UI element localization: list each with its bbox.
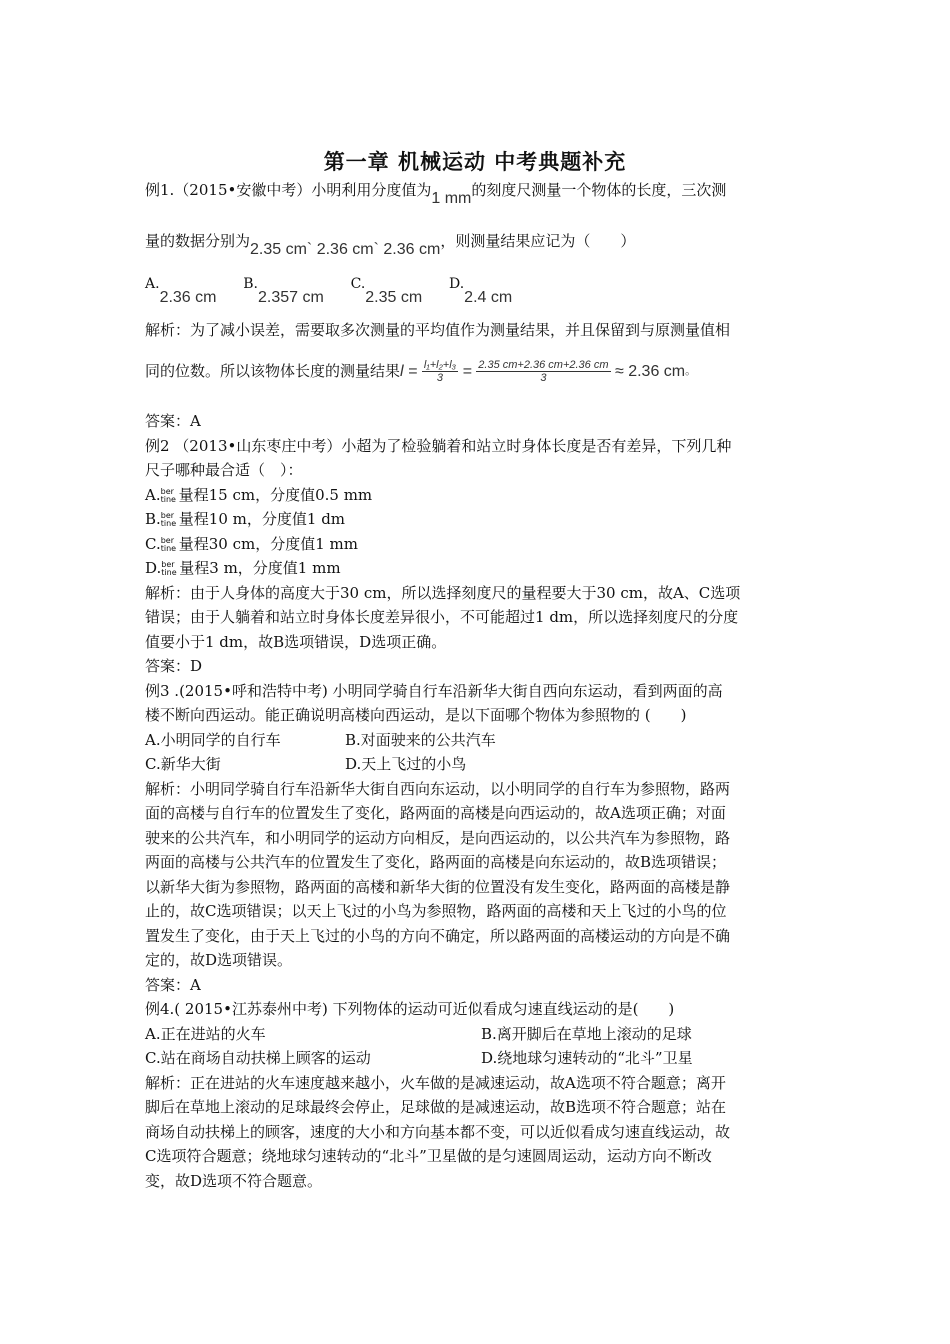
ex1-option-c: C.2.35 cm — [350, 275, 423, 306]
ex4-analysis-line: 变，故D选项不符合题意。 — [145, 1171, 323, 1190]
ex4-option-a: A.正在进站的火车 — [145, 1024, 266, 1043]
ex3-option-a: A.小明同学的自行车 — [145, 730, 281, 749]
ex1-question-line-2 — [145, 229, 807, 258]
ex3-analysis-line: 置发生了变化，由于天上飞过的小鸟的方向不确定，所以路两面的高楼运动的方向是不确 — [145, 926, 731, 945]
ex3-option-c: C.新华大街 — [145, 755, 221, 773]
document-body — [145, 178, 807, 1193]
ex4-question-line-1: 例4.( 2015•江苏泰州中考) 下列物体的运动可近似看成匀速直线运动的是( ) — [145, 1000, 675, 1018]
ex3-analysis-line: 止的，故C选项错误；以天上飞过的小鸟为参照物，路两面的高楼和天上飞过的小鸟的位 — [145, 902, 727, 920]
ex1-math-1mm: 1 mm — [431, 190, 472, 207]
ex1-equation: l = $\frac{\text{l₁+l₂+l₃}}{3}$ = $\frac{2.35 cm+2.36 cm+2.36 cm}{3}$ ≈ 2.36 cm。 — [400, 359, 697, 385]
ex1-text: 例1.（2015•安徽中考）小明利用分度值为 — [145, 181, 432, 199]
ex4-option-b: B.离开脚后在草地上滚动的足球 — [481, 1024, 692, 1043]
ex1-option-d: D.2.4 cm — [448, 275, 513, 306]
ex4-analysis-line: 解析：正在进站的火车速度越来越小，火车做的是减速运动，故A选项不符合题意；离开 — [145, 1073, 726, 1092]
ex3-analysis-line: 定的，故D选项错误。 — [145, 951, 293, 969]
ex3-question-line-2: 楼不断向西运动。能正确说明高楼向西运动，是以下面哪个物体为参照物的 ( ) — [145, 706, 687, 724]
ex2-analysis-line: 值要小于1 dm，故B选项错误，D选项正确。 — [145, 632, 447, 651]
ex1-option-b: B.2.357 cm — [243, 275, 324, 306]
ex3-answer: 答案：A — [145, 975, 201, 994]
ruler-glyph-icon: ber tine — [160, 486, 176, 504]
ex1-analysis-line-1: 解析：为了减小误差，需要取多次测量的平均值作为测量结果，并且保留到与原测量值相 — [145, 320, 731, 339]
ex1-text: ，则测量结果应记为（ ） — [440, 232, 636, 250]
ex4-option-c: C.站在商场自动扶梯上顾客的运动 — [145, 1049, 371, 1067]
ex1-text: 量的数据分别为 — [145, 232, 251, 250]
ex2-question-line-2: 尺子哪种最合适（ ）： — [145, 461, 303, 479]
ex4-analysis-line: 商场自动扶梯上的顾客，速度的大小和方向基本都不变，可以近似看成匀速直线运动，故 — [145, 1122, 731, 1141]
ex3-option-d: D.天上飞过的小鸟 — [345, 755, 467, 773]
ex1-math-measurements: 2.35 cm` 2.36 cm` 2.36 cm — [250, 241, 441, 258]
ex4-options-row-2 — [145, 1046, 807, 1071]
ex4-options-row-1 — [145, 1022, 807, 1047]
ex1-text: 的刻度尺测量一个物体的长度，三次测 — [471, 181, 727, 199]
ex4-analysis-line: 脚后在草地上滚动的足球最终会停止，足球做的是减速运动，故B选项不符合题意；站在 — [145, 1098, 727, 1116]
ex2-analysis-line: 解析：由于人身体的高度大于30 cm，所以选择刻度尺的量程要大于30 cm，故A、C选项 — [145, 583, 741, 602]
ex3-analysis-line: 解析：小明同学骑自行车沿新华大街自西向东运动，以小明同学的自行车为参照物，路两 — [145, 779, 731, 798]
ex2-question-line-1: 例2 （2013•山东枣庄中考）小超为了检验躺着和站立时身体长度是否有差异，下列几种 — [145, 436, 732, 455]
ex3-analysis-line: 驶来的公共汽车，和小明同学的运动方向相反，是向西运动的，以公共汽车为参照物，路 — [145, 828, 731, 847]
ex3-options-row-2 — [145, 752, 807, 777]
ex2-option-a: A.ber tine 量程15 cm，分度值0.5 mm — [145, 485, 373, 504]
ex1-analysis-line-2: 同的位数。所以该物体长度的测量结果l = $\frac{\text{l₁+l₂+l₃}}{3}$ = $\frac{2.35 cm+2.36 cm+2.36 cm}{3}$ ≈ 2.36 cm。 — [145, 359, 697, 385]
ex2-option-b: B.ber tine 量程10 m，分度值1 dm — [145, 510, 346, 528]
page-title: 第一章 机械运动 中考典题补充 — [323, 150, 627, 174]
ex3-options-row-1 — [145, 728, 807, 753]
ex3-option-b: B.对面驶来的公共汽车 — [345, 730, 496, 749]
ex3-analysis-line: 两面的高楼与公共汽车的位置发生了变化，路两面的高楼是向东运动的，故B选项错误； — [145, 853, 727, 871]
ex2-option-d: D.ber tine 量程3 m，分度值1 mm — [145, 559, 341, 577]
ex4-option-d: D.绕地球匀速转动的“北斗”卫星 — [481, 1049, 693, 1067]
ex1-question-line-1 — [145, 178, 807, 207]
ex1-options — [145, 275, 807, 306]
ex3-question-line-1: 例3 .(2015•呼和浩特中考) 小明同学骑自行车沿新华大街自西向东运动，看到两面的高 — [145, 681, 723, 700]
ex2-analysis-line: 错误；由于人躺着和站立时身体长度差异很小，不可能超过1 dm，所以选择刻度尺的分度 — [145, 608, 739, 626]
ruler-glyph-icon: ber tine — [160, 511, 177, 528]
ex1-option-a: A.2.36 cm — [145, 275, 217, 306]
ex2-answer: 答案：D — [145, 657, 203, 675]
ruler-glyph-icon: ber tine — [161, 560, 177, 577]
ex2-option-c: C.ber tine 量程30 cm，分度值1 mm — [145, 534, 358, 553]
ex3-analysis-line: 以新华大街为参照物，路两面的高楼和新华大街的位置没有发生变化，路两面的高楼是静 — [145, 877, 731, 896]
ex3-analysis-line: 面的高楼与自行车的位置发生了变化，路两面的高楼是向西运动的，故A选项正确；对面 — [145, 804, 726, 822]
ex4-analysis-line: C选项符合题意；绕地球匀速转动的“北斗”卫星做的是匀速圆周运动，运动方向不断改 — [145, 1147, 712, 1165]
ex1-answer: 答案：A — [145, 412, 201, 430]
ruler-glyph-icon: ber tine — [160, 535, 177, 553]
